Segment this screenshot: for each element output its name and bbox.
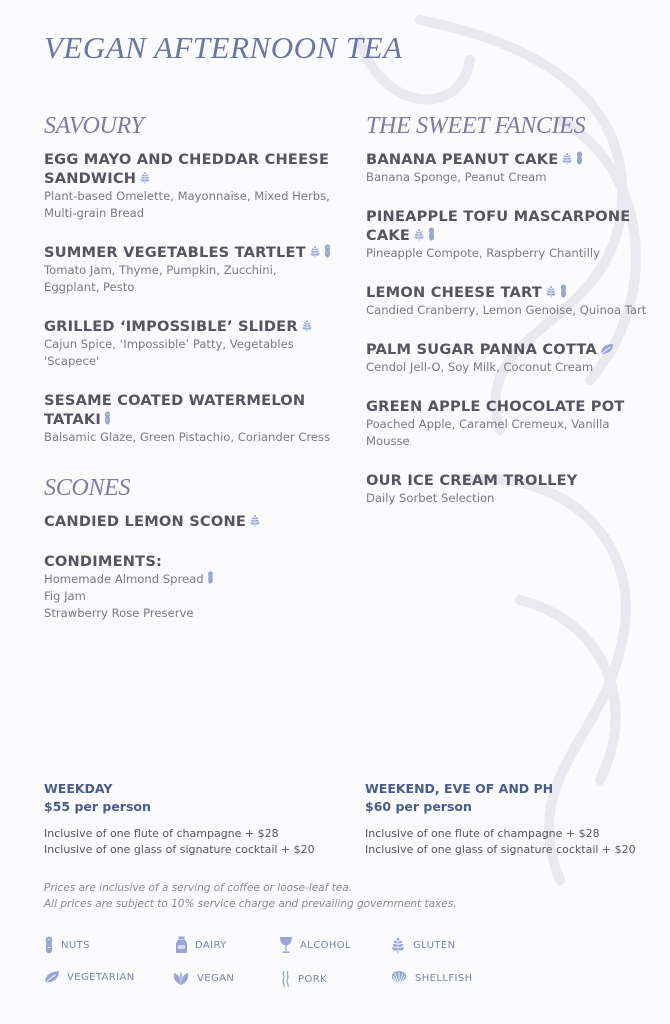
weekday-price: $55 per person <box>44 799 151 814</box>
legend-pork <box>281 970 327 988</box>
gluten-icon <box>413 228 425 241</box>
left-column <box>44 112 334 643</box>
item-description: Banana Sponge, Peanut Cream <box>366 170 547 184</box>
weekday-label: WEEKDAY <box>44 781 113 796</box>
alcohol-icon <box>279 936 293 954</box>
legend-label: GLUTEN <box>413 939 456 951</box>
scones-heading: SCONES <box>44 475 131 501</box>
item-name: EGG MAYO AND CHEDDAR CHEESE SANDWICH <box>44 151 330 187</box>
menu-item <box>366 397 656 450</box>
legend-gluten <box>390 936 455 954</box>
item-name: GRILLED ‘IMPOSSIBLE’ SLIDER <box>44 318 298 335</box>
legend-label: NUTS <box>61 939 90 951</box>
legend-label: PORK <box>298 973 328 985</box>
nuts-icon <box>560 284 567 298</box>
right-column <box>366 112 656 528</box>
legend-alcohol <box>279 936 351 954</box>
condiment-item: Strawberry Rose Preserve <box>44 606 194 620</box>
dairy-icon <box>175 936 188 954</box>
item-name: SUMMER VEGETABLES TARTLET <box>44 244 306 261</box>
legend-label: VEGETARIAN <box>67 971 135 983</box>
legend-shellfish <box>390 970 473 986</box>
item-description: Plant-based Omelette, Mayonnaise, Mixed Herbs, Multi-grain Bread <box>44 189 330 220</box>
note-line: Prices are inclusive of a serving of coffee or loose-leaf tea. <box>44 882 352 894</box>
menu-item <box>366 340 656 376</box>
legend-nuts <box>44 936 90 954</box>
gluten-icon <box>390 936 406 954</box>
item-name: GREEN APPLE CHOCOLATE POT <box>366 398 625 415</box>
weekend-pricing <box>365 780 665 858</box>
menu-item <box>366 207 656 262</box>
item-name: PINEAPPLE TOFU MASCARPONE CAKE <box>366 208 631 244</box>
nuts-icon <box>44 936 54 954</box>
item-description: Balsamic Glaze, Green Pistachio, Coriander Cress <box>44 430 331 444</box>
item-name: CANDIED LEMON SCONE <box>44 513 247 530</box>
item-description: Pineapple Compote, Raspberry Chantilly <box>366 246 600 260</box>
menu-item <box>366 150 656 186</box>
item-description: Candied Cranberry, Lemon Genoise, Quinoa Tart <box>366 303 647 317</box>
cocktail-addon: Inclusive of one glass of signature cocktail + $20 <box>44 843 315 856</box>
sweet-fancies-heading: THE SWEET FANCIES <box>366 113 586 139</box>
gluten-icon <box>561 152 573 165</box>
menu-item <box>44 391 334 446</box>
nuts-icon <box>428 227 435 241</box>
legend-label: VEGAN <box>197 972 235 984</box>
nuts-icon <box>207 571 214 584</box>
legend-label: ALCOHOL <box>300 939 352 951</box>
item-description: Cajun Spice, ‘Impossible’ Patty, Vegetables 'Scapece' <box>44 337 294 368</box>
item-name: PALM SUGAR PANNA COTTA <box>366 341 597 358</box>
item-description: Tomato Jam, Thyme, Pumpkin, Zucchini, Eggplant, Pesto <box>44 263 277 294</box>
menu-item <box>366 471 656 507</box>
menu-item <box>366 283 656 319</box>
condiment-item: Fig Jam <box>44 589 86 603</box>
weekday-pricing <box>44 780 344 858</box>
item-name: BANANA PEANUT CAKE <box>366 151 559 168</box>
gluten-icon <box>301 319 313 332</box>
item-description: Daily Sorbet Selection <box>366 491 495 505</box>
item-name: LEMON CHEESE TART <box>366 284 542 301</box>
savoury-heading: SAVOURY <box>44 113 144 139</box>
weekend-price: $60 per person <box>365 799 472 814</box>
weekend-label: WEEKEND, EVE OF AND PH <box>365 781 554 796</box>
champagne-addon: Inclusive of one flute of champagne + $28 <box>44 827 279 840</box>
condiments-title: CONDIMENTS: <box>44 553 163 570</box>
condiments-block <box>44 552 334 622</box>
gluten-icon <box>545 285 557 298</box>
item-name: OUR ICE CREAM TROLLEY <box>366 472 578 489</box>
champagne-addon: Inclusive of one flute of champagne + $28 <box>365 827 600 840</box>
menu-item <box>44 243 334 296</box>
vegetarian-icon <box>600 343 614 355</box>
nuts-icon <box>576 151 583 165</box>
menu-item <box>44 150 334 222</box>
menu-item <box>44 317 334 370</box>
legend-vegetarian <box>44 970 135 984</box>
gluten-icon <box>249 514 261 527</box>
gluten-icon <box>139 171 151 184</box>
condiment-item: Homemade Almond Spread <box>44 572 204 586</box>
vegan-icon <box>172 970 190 986</box>
cocktail-addon: Inclusive of one glass of signature cocktail + $20 <box>365 843 636 856</box>
pork-icon <box>281 970 291 988</box>
nuts-icon <box>104 411 111 425</box>
legend-label: SHELLFISH <box>415 972 473 984</box>
item-name: SESAME COATED WATERMELON TATAKI <box>44 392 306 428</box>
note-line: All prices are subject to 10% service charge and prevailing government taxes. <box>44 898 457 910</box>
legend-vegan <box>172 970 234 986</box>
menu-title: VEGAN AFTERNOON TEA <box>44 30 403 65</box>
item-description: Cendol Jell-O, Soy Milk, Coconut Cream <box>366 360 594 374</box>
legend-dairy <box>175 936 227 954</box>
vegetarian-icon <box>44 970 60 984</box>
item-description: Poached Apple, Caramel Cremeux, Vanilla Mousse <box>366 417 610 448</box>
menu-item <box>44 512 334 531</box>
nuts-icon <box>324 244 331 258</box>
gluten-icon <box>309 245 321 258</box>
legend-label: DAIRY <box>195 939 227 951</box>
price-notes <box>44 880 457 912</box>
shellfish-icon <box>390 970 408 986</box>
